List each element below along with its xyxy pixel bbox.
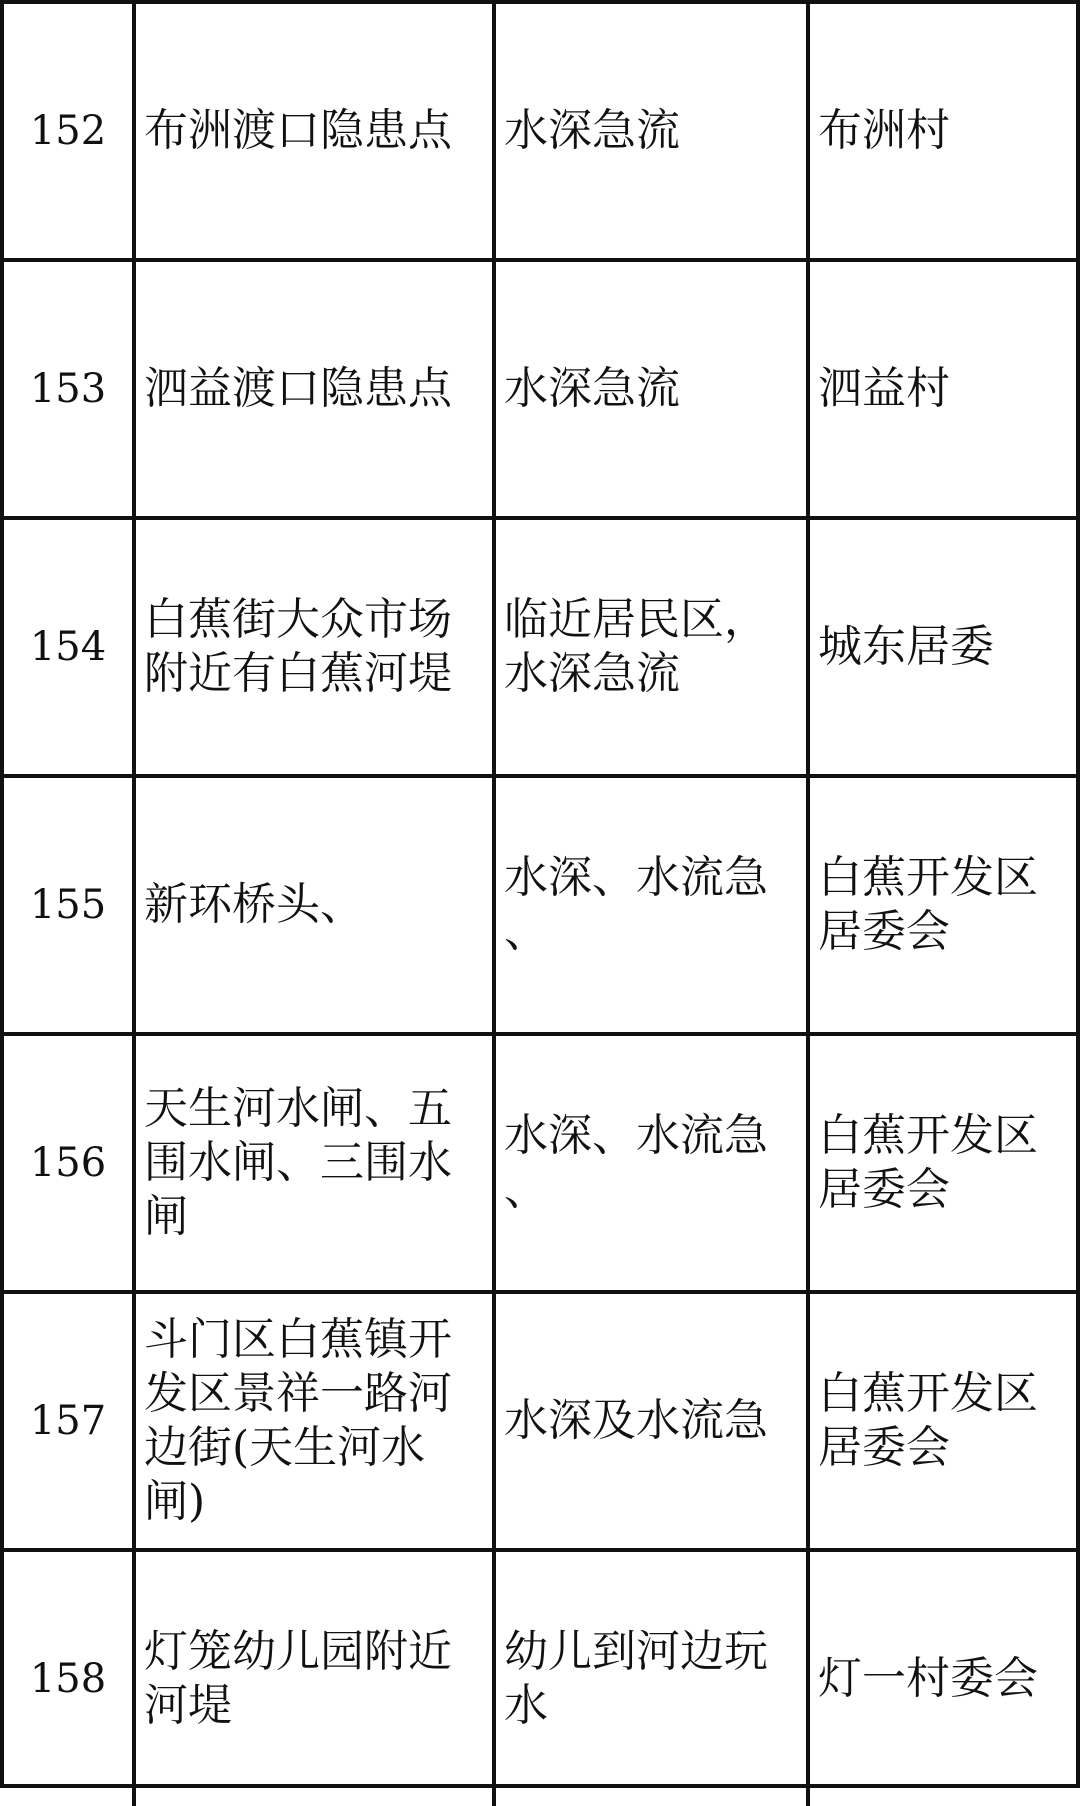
hazard-cell: 水深急流 (494, 4, 808, 260)
hazard-cell: 幼儿到河边玩 水 (494, 1550, 808, 1806)
responsible-cell: 白蕉开发区 居委会 (808, 1034, 1080, 1292)
row-number: 155 (4, 776, 134, 1034)
table-row (4, 1292, 1080, 1550)
responsible-cell: 白蕉开发区 居委会 (808, 1292, 1080, 1550)
table-row (4, 776, 1080, 1034)
location-cell: 天生河水闸、五 围水闸、三围水 闸 (134, 1034, 494, 1292)
hazard-cell: 水深、水流急 、 (494, 1034, 808, 1292)
hazard-cell: 水深、水流急 、 (494, 776, 808, 1034)
table-row (4, 1550, 1080, 1806)
table-row (4, 260, 1080, 518)
location-cell: 泗益渡口隐患点 (134, 260, 494, 518)
table-row (4, 1034, 1080, 1292)
location-cell: 白蕉街大众市场 附近有白蕉河堤 (134, 518, 494, 776)
row-number: 153 (4, 260, 134, 518)
location-cell: 灯笼幼儿园附近 河堤 (134, 1550, 494, 1806)
hazard-cell: 水深及水流急 (494, 1292, 808, 1550)
row-number: 157 (4, 1292, 134, 1550)
location-cell: 布洲渡口隐患点 (134, 4, 494, 260)
location-cell: 斗门区白蕉镇开 发区景祥一路河 边街(天生河水 闸) (134, 1292, 494, 1550)
hazard-cell: 水深急流 (494, 260, 808, 518)
location-cell: 新环桥头、 (134, 776, 494, 1034)
row-number: 152 (4, 4, 134, 260)
responsible-cell: 城东居委 (808, 518, 1080, 776)
responsible-cell: 白蕉开发区 居委会 (808, 776, 1080, 1034)
responsible-cell: 灯一村委会 (808, 1550, 1080, 1806)
row-number: 158 (4, 1550, 134, 1806)
table-row (4, 518, 1080, 776)
row-number: 154 (4, 518, 134, 776)
table-row (4, 4, 1080, 260)
hazard-cell: 临近居民区， 水深急流 (494, 518, 808, 776)
hazard-table (4, 4, 1080, 1806)
row-number: 156 (4, 1034, 134, 1292)
responsible-cell: 泗益村 (808, 260, 1080, 518)
responsible-cell: 布洲村 (808, 4, 1080, 260)
